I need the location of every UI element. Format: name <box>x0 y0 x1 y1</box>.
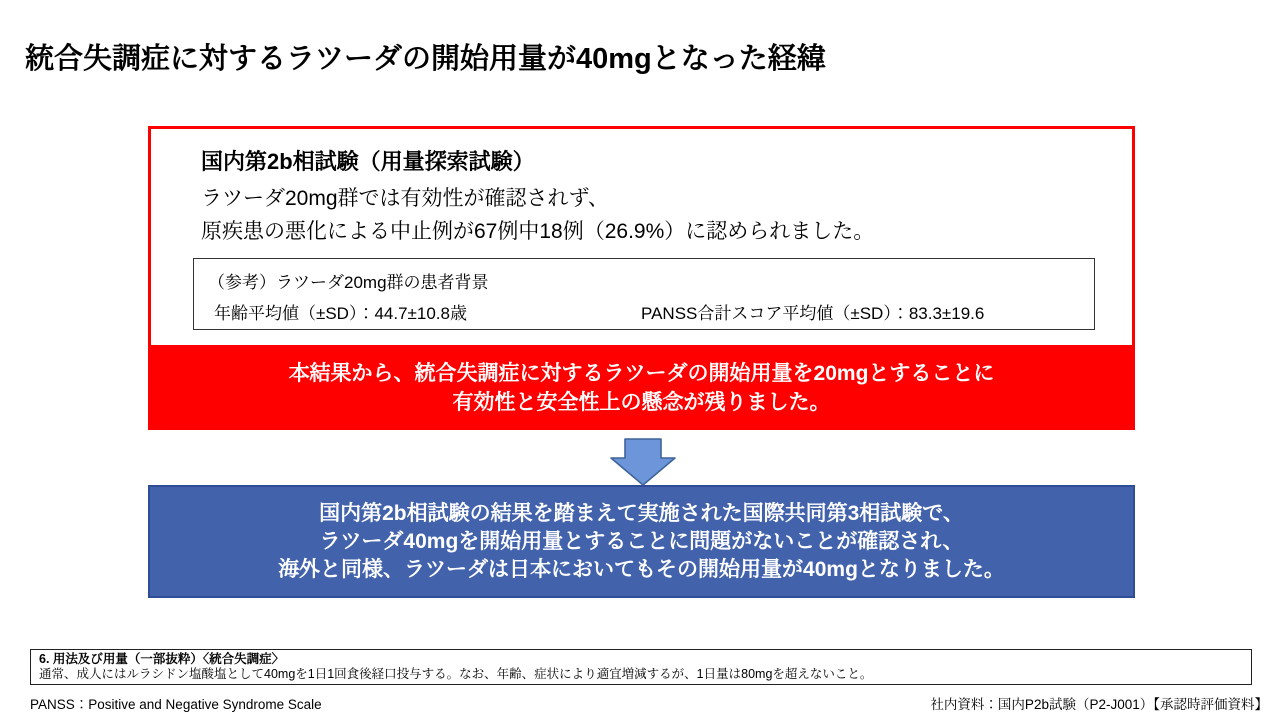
reference-caption: （参考）ラツーダ20mg群の患者背景 <box>208 273 489 292</box>
conclusion-line-1: 本結果から、統合失調症に対するラツーダの開始用量を20mgとすることに <box>288 362 995 385</box>
footnote-body: 通常、成人にはルラシドン塩酸塩として40mgを1日1回食後経口投与する。なお、年齢、症状により適宜増減するが、1日量は80mgを超えないこと。 <box>39 667 873 681</box>
dosage-footnote-box <box>30 649 1252 685</box>
trial-result-line-2: 原疾患の悪化による中止例が67例中18例（26.9%）に認められました。 <box>201 220 875 243</box>
panss-mean-value: PANSS合計スコア平均値（±SD）：83.3±19.6 <box>641 304 985 323</box>
conclusion-line-2: 有効性と安全性上の懸念が残りました。 <box>452 391 831 414</box>
panss-abbreviation-note: PANSS：Positive and Negative Syndrome Scale <box>30 697 322 712</box>
result-line-3: 海外と同様、ラツーダは日本においてもその開始用量が40mgとなりました。 <box>278 558 1005 581</box>
trial-summary-box <box>148 126 1135 430</box>
footnote-heading: 6. 用法及び用量（一部抜粋）〈統合失調症〉 <box>39 652 285 666</box>
patient-background-reference-box <box>193 258 1095 330</box>
result-line-2: ラツーダ40mgを開始用量とすることに問題がないことが確認され、 <box>319 530 964 553</box>
source-citation: 社内資料：国内P2b試験（P2-J001）【承認時評価資料】 <box>930 697 1268 712</box>
trial-summary-content <box>151 129 1132 348</box>
down-arrow-icon <box>610 438 676 486</box>
conclusion-banner <box>148 345 1135 430</box>
result-line-1: 国内第2b相試験の結果を踏まえて実施された国際共同第3相試験で、 <box>319 502 964 525</box>
age-mean-value: 年齢平均値（±SD）：44.7±10.8歳 <box>214 304 467 323</box>
trial-heading: 国内第2b相試験（用量探索試験） <box>201 149 535 174</box>
trial-result-line-1: ラツーダ20mg群では有効性が確認されず、 <box>201 187 609 210</box>
phase3-result-box <box>148 485 1135 598</box>
page-title: 統合失調症に対するラツーダの開始用量が40mgとなった経緯 <box>25 43 826 75</box>
